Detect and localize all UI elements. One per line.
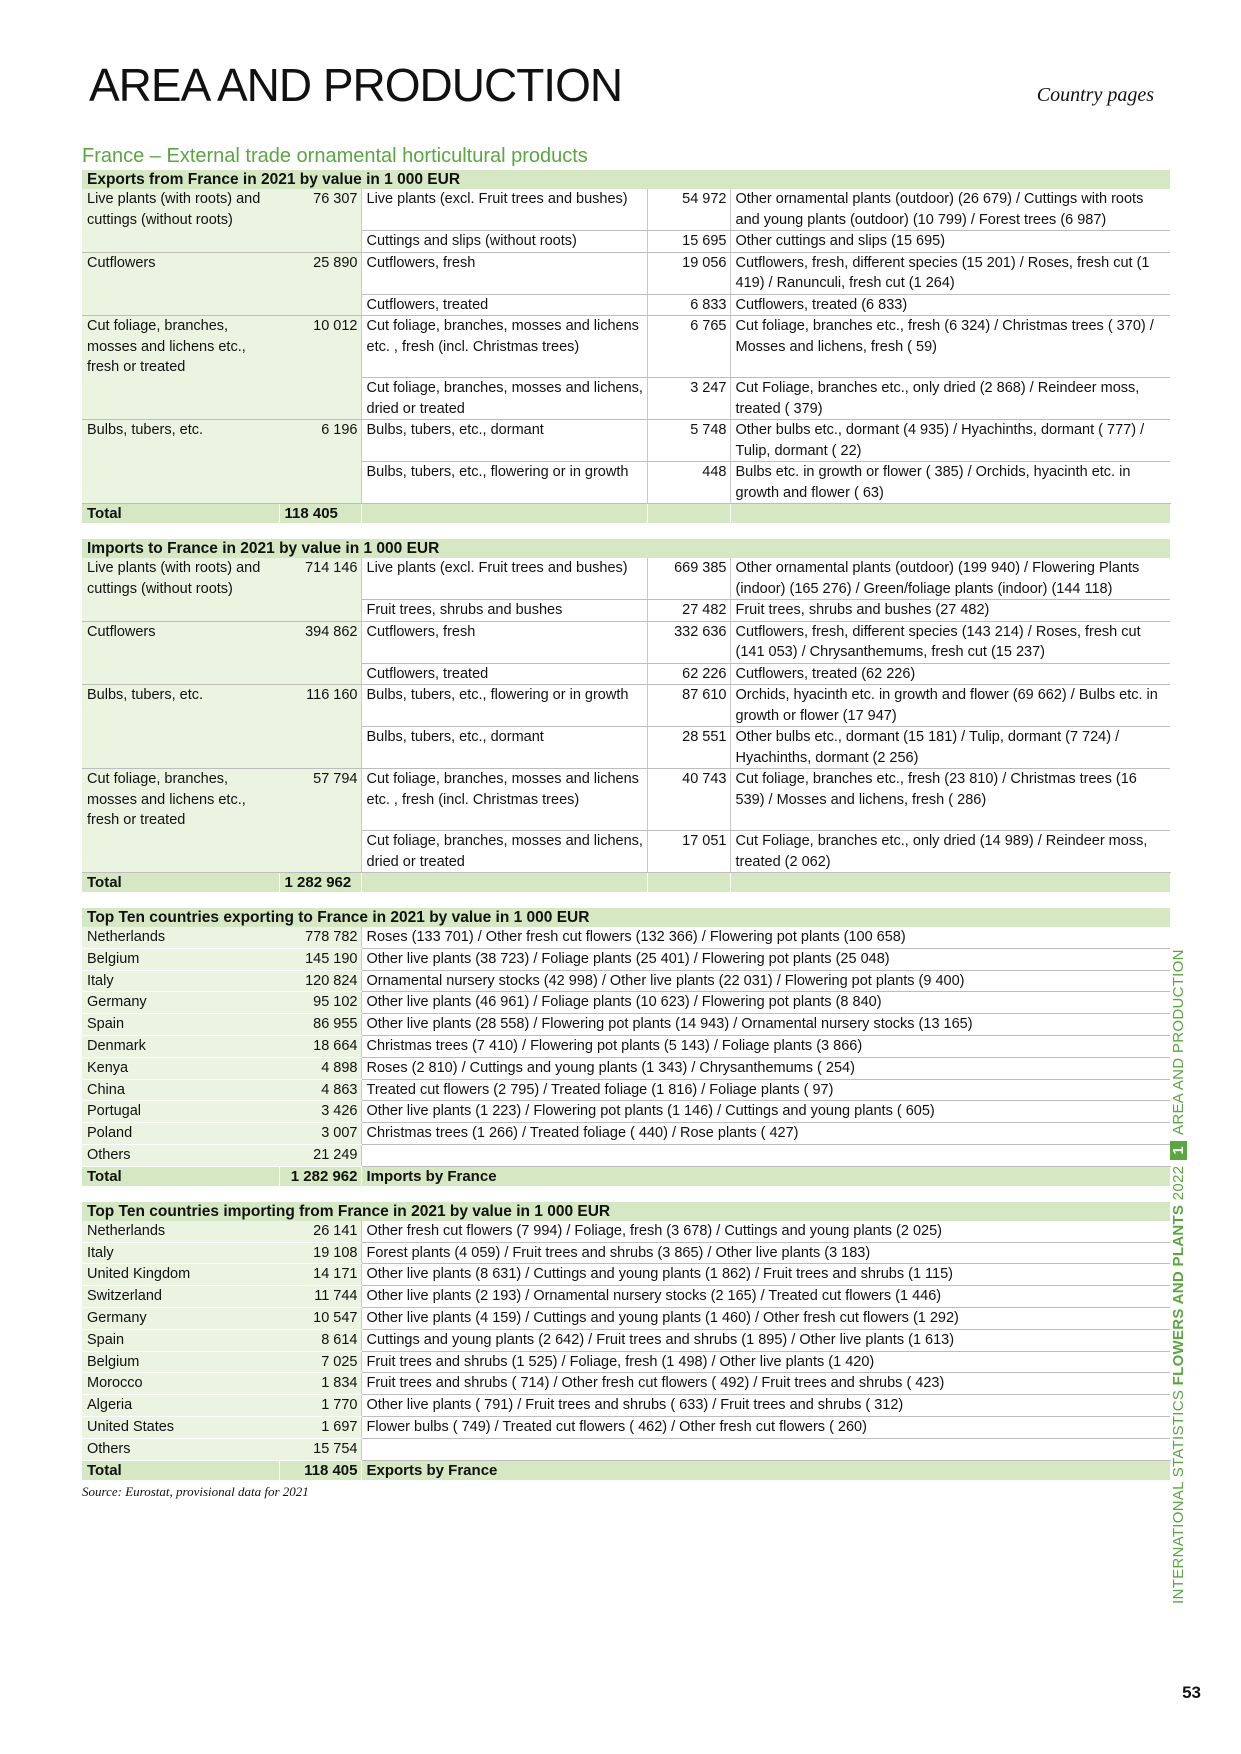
total-note: Exports by France	[361, 1460, 1170, 1480]
country-value-cell: 4 863	[279, 1079, 361, 1101]
table-row	[82, 1101, 1170, 1123]
country-cell: Spain	[82, 1329, 279, 1351]
category-value-cell: 714 146	[279, 558, 361, 600]
product-value-cell: 40 743	[647, 769, 730, 831]
category-cell: Live plants (with roots) and cuttings (without roots)	[82, 189, 279, 231]
table-row	[82, 1242, 1170, 1264]
product-value-cell: 19 056	[647, 252, 730, 294]
country-cell: Denmark	[82, 1035, 279, 1057]
category-cell: Cut foliage, branches, mosses and lichens etc., fresh or treated	[82, 316, 279, 378]
total-row	[82, 504, 1170, 524]
total-empty	[730, 873, 1170, 893]
category-value-cell	[279, 231, 361, 253]
table-row	[82, 1395, 1170, 1417]
country-cell: Others	[82, 1144, 279, 1166]
page-title: AREA AND PRODUCTION	[89, 59, 623, 111]
country-cell: Belgium	[82, 1351, 279, 1373]
country-cell: Others	[82, 1438, 279, 1460]
country-value-cell: 15 754	[279, 1438, 361, 1460]
table-row	[82, 231, 1170, 253]
total-label: Total	[82, 873, 279, 893]
detail-cell: Other ornamental plants (outdoor) (199 940) / Flowering Plants (indoor) (165 276) / Green/foliage plants (indoor) (144 118)	[730, 558, 1170, 600]
total-value: 1 282 962	[279, 1166, 361, 1186]
product-cell: Cutflowers, fresh	[361, 621, 647, 663]
products-cell: Other live plants (8 631) / Cuttings and young plants (1 862) / Fruit trees and shrubs (1 115)	[361, 1264, 1170, 1286]
category-cell: Bulbs, tubers, etc.	[82, 685, 279, 727]
country-value-cell: 1 697	[279, 1416, 361, 1438]
detail-cell: Other cuttings and slips (15 695)	[730, 231, 1170, 253]
country-cell: Belgium	[82, 948, 279, 970]
total-row	[82, 873, 1170, 893]
product-value-cell: 27 482	[647, 600, 730, 622]
products-cell: Cuttings and young plants (2 642) / Fruit trees and shrubs (1 895) / Other live plants (1 613)	[361, 1329, 1170, 1351]
detail-cell: Cut Foliage, branches etc., only dried (2 868) / Reindeer moss, treated ( 379)	[730, 378, 1170, 420]
side-suffix: AREA AND PRODUCTION	[1170, 949, 1187, 1135]
country-cell: Algeria	[82, 1395, 279, 1417]
product-cell: Bulbs, tubers, etc., flowering or in growth	[361, 462, 647, 504]
category-cell: Live plants (with roots) and cuttings (without roots)	[82, 558, 279, 600]
country-value-cell: 86 955	[279, 1014, 361, 1036]
country-value-cell: 3 426	[279, 1101, 361, 1123]
top-importing-table	[82, 1202, 1171, 1480]
table-row	[82, 927, 1170, 948]
product-value-cell: 5 748	[647, 420, 730, 462]
category-cell: Bulbs, tubers, etc.	[82, 420, 279, 462]
table-row	[82, 462, 1170, 504]
total-empty	[647, 504, 730, 524]
country-value-cell: 4 898	[279, 1057, 361, 1079]
product-cell: Cut foliage, branches, mosses and lichens, dried or treated	[361, 378, 647, 420]
products-cell: Other live plants (28 558) / Flowering pot plants (14 943) / Ornamental nursery stocks (13 165)	[361, 1014, 1170, 1036]
country-cell: Germany	[82, 1307, 279, 1329]
detail-cell: Other bulbs etc., dormant (4 935) / Hyachinths, dormant ( 777) / Tulip, dormant ( 22)	[730, 420, 1170, 462]
country-value-cell: 1 834	[279, 1373, 361, 1395]
product-value-cell: 3 247	[647, 378, 730, 420]
products-cell: Christmas trees (1 266) / Treated foliage ( 440) / Rose plants ( 427)	[361, 1123, 1170, 1145]
table-row	[82, 1057, 1170, 1079]
table-row	[82, 769, 1170, 831]
product-value-cell: 669 385	[647, 558, 730, 600]
category-value-cell	[279, 378, 361, 420]
products-cell: Other live plants (46 961) / Foliage plants (10 623) / Flowering pot plants (8 840)	[361, 992, 1170, 1014]
product-cell: Cuttings and slips (without roots)	[361, 231, 647, 253]
side-prefix: INTERNATIONAL STATISTICS	[1170, 1385, 1187, 1604]
product-value-cell: 54 972	[647, 189, 730, 231]
country-cell: United States	[82, 1416, 279, 1438]
table-row	[82, 948, 1170, 970]
product-value-cell: 17 051	[647, 831, 730, 873]
country-cell: Poland	[82, 1123, 279, 1145]
product-cell: Bulbs, tubers, etc., dormant	[361, 727, 647, 769]
detail-cell: Cutflowers, fresh, different species (15 201) / Roses, fresh cut (1 419) / Ranunculi, fresh cut (1 264)	[730, 252, 1170, 294]
exports-heading: Exports from France in 2021 by value in 1 000 EUR	[82, 170, 1170, 189]
product-cell: Bulbs, tubers, etc., flowering or in growth	[361, 685, 647, 727]
top-exporting-table	[82, 908, 1171, 1186]
section-label: Country pages	[1036, 84, 1154, 106]
product-cell: Cut foliage, branches, mosses and lichens, dried or treated	[361, 831, 647, 873]
table-row	[82, 1416, 1170, 1438]
category-value-cell: 394 862	[279, 621, 361, 663]
side-year: 2022	[1170, 1165, 1187, 1205]
product-value-cell: 448	[647, 462, 730, 504]
products-cell	[361, 1438, 1170, 1460]
chapter-badge: 1	[1170, 1141, 1187, 1160]
products-cell: Fruit trees and shrubs ( 714) / Other fresh cut flowers ( 492) / Fruit trees and shrubs ( 423)	[361, 1373, 1170, 1395]
country-value-cell: 778 782	[279, 927, 361, 948]
table-row	[82, 1079, 1170, 1101]
category-value-cell: 10 012	[279, 316, 361, 378]
detail-cell: Orchids, hyacinth etc. in growth and flower (69 662) / Bulbs etc. in growth or flower (17 947)	[730, 685, 1170, 727]
country-value-cell: 1 770	[279, 1395, 361, 1417]
total-value: 118 405	[279, 504, 361, 524]
product-value-cell: 62 226	[647, 663, 730, 685]
category-cell	[82, 462, 279, 504]
category-value-cell	[279, 294, 361, 316]
total-empty	[647, 873, 730, 893]
table-row	[82, 1373, 1170, 1395]
table-row	[82, 970, 1170, 992]
detail-cell: Other ornamental plants (outdoor) (26 679) / Cuttings with roots and young plants (outdoor) (10 799) / Forest trees (6 987)	[730, 189, 1170, 231]
table-row	[82, 420, 1170, 462]
country-cell: China	[82, 1079, 279, 1101]
country-cell: Italy	[82, 1242, 279, 1264]
category-cell	[82, 663, 279, 685]
detail-cell: Bulbs etc. in growth or flower ( 385) / Orchids, hyacinth etc. in growth and flower ( 63)	[730, 462, 1170, 504]
detail-cell: Fruit trees, shrubs and bushes (27 482)	[730, 600, 1170, 622]
country-cell: United Kingdom	[82, 1264, 279, 1286]
products-cell: Other live plants (4 159) / Cuttings and young plants (1 460) / Other fresh cut flowers (1 292)	[361, 1307, 1170, 1329]
source-note: Source: Eurostat, provisional data for 2021	[82, 1483, 309, 1499]
country-value-cell: 120 824	[279, 970, 361, 992]
country-value-cell: 3 007	[279, 1123, 361, 1145]
exports-table	[82, 170, 1171, 523]
country-value-cell: 14 171	[279, 1264, 361, 1286]
detail-cell: Cutflowers, treated (62 226)	[730, 663, 1170, 685]
table-row	[82, 831, 1170, 873]
product-value-cell: 6 833	[647, 294, 730, 316]
products-cell: Other live plants ( 791) / Fruit trees and shrubs ( 633) / Fruit trees and shrubs ( 312)	[361, 1395, 1170, 1417]
table-row	[82, 1221, 1170, 1242]
category-cell	[82, 231, 279, 253]
table-row	[82, 1144, 1170, 1166]
product-cell: Live plants (excl. Fruit trees and bushes)	[361, 558, 647, 600]
country-value-cell: 18 664	[279, 1035, 361, 1057]
table-row	[82, 663, 1170, 685]
products-cell: Other live plants (38 723) / Foliage plants (25 401) / Flowering pot plants (25 048)	[361, 948, 1170, 970]
products-cell: Christmas trees (7 410) / Flowering pot plants (5 143) / Foliage plants (3 866)	[361, 1035, 1170, 1057]
category-value-cell: 6 196	[279, 420, 361, 462]
detail-cell: Cut foliage, branches etc., fresh (6 324) / Christmas trees ( 370) / Mosses and lichens, fresh ( 59)	[730, 316, 1170, 378]
imports-heading: Imports to France in 2021 by value in 1 000 EUR	[82, 539, 1170, 558]
products-cell	[361, 1144, 1170, 1166]
table-row	[82, 316, 1170, 378]
product-value-cell: 87 610	[647, 685, 730, 727]
category-cell: Cut foliage, branches, mosses and lichens etc., fresh or treated	[82, 769, 279, 831]
products-cell: Ornamental nursery stocks (42 998) / Other live plants (22 031) / Flowering pot plants (9 400)	[361, 970, 1170, 992]
country-value-cell: 7 025	[279, 1351, 361, 1373]
products-cell: Roses (133 701) / Other fresh cut flowers (132 366) / Flowering pot plants (100 658)	[361, 927, 1170, 948]
total-value: 118 405	[279, 1460, 361, 1480]
country-cell: Switzerland	[82, 1286, 279, 1308]
total-note: Imports by France	[361, 1166, 1170, 1186]
product-value-cell: 28 551	[647, 727, 730, 769]
products-cell: Flower bulbs ( 749) / Treated cut flowers ( 462) / Other fresh cut flowers ( 260)	[361, 1416, 1170, 1438]
table-row	[82, 1014, 1170, 1036]
table-row	[82, 1035, 1170, 1057]
category-value-cell: 25 890	[279, 252, 361, 294]
detail-cell: Other bulbs etc., dormant (15 181) / Tulip, dormant (7 724) / Hyachinths, dormant (2 256)	[730, 727, 1170, 769]
total-row	[82, 1166, 1170, 1186]
country-value-cell: 8 614	[279, 1329, 361, 1351]
products-cell: Treated cut flowers (2 795) / Treated foliage (1 816) / Foliage plants ( 97)	[361, 1079, 1170, 1101]
country-value-cell: 21 249	[279, 1144, 361, 1166]
country-value-cell: 10 547	[279, 1307, 361, 1329]
country-cell: Netherlands	[82, 927, 279, 948]
total-label: Total	[82, 504, 279, 524]
table-row	[82, 1286, 1170, 1308]
category-value-cell: 57 794	[279, 769, 361, 831]
product-value-cell: 15 695	[647, 231, 730, 253]
table-row	[82, 1264, 1170, 1286]
table-row	[82, 294, 1170, 316]
country-cell: Netherlands	[82, 1221, 279, 1242]
country-value-cell: 95 102	[279, 992, 361, 1014]
category-value-cell	[279, 663, 361, 685]
country-cell: Germany	[82, 992, 279, 1014]
category-cell: Cutflowers	[82, 252, 279, 294]
total-label: Total	[82, 1166, 279, 1186]
page-number: 53	[1182, 1683, 1201, 1702]
detail-cell: Cutflowers, treated (6 833)	[730, 294, 1170, 316]
product-cell: Bulbs, tubers, etc., dormant	[361, 420, 647, 462]
total-empty	[730, 504, 1170, 524]
main-content	[82, 144, 1170, 1500]
detail-cell: Cutflowers, fresh, different species (143 214) / Roses, fresh cut (141 053) / Chrysanthemums, fresh cut (15 237)	[730, 621, 1170, 663]
table-row	[82, 189, 1170, 231]
table-row	[82, 621, 1170, 663]
category-value-cell	[279, 462, 361, 504]
product-cell: Fruit trees, shrubs and bushes	[361, 600, 647, 622]
side-running-title	[1170, 949, 1187, 1604]
products-cell: Other live plants (1 223) / Flowering pot plants (1 146) / Cuttings and young plants ( 605)	[361, 1101, 1170, 1123]
table-row	[82, 992, 1170, 1014]
category-cell	[82, 831, 279, 873]
country-cell: Morocco	[82, 1373, 279, 1395]
category-value-cell: 76 307	[279, 189, 361, 231]
total-row	[82, 1460, 1170, 1480]
category-cell: Cutflowers	[82, 621, 279, 663]
side-bold: FLOWERS AND PLANTS	[1170, 1204, 1187, 1386]
section-title: France – External trade ornamental horticultural products	[82, 145, 588, 167]
table-row	[82, 1329, 1170, 1351]
total-empty	[361, 504, 647, 524]
products-cell: Forest plants (4 059) / Fruit trees and shrubs (3 865) / Other live plants (3 183)	[361, 1242, 1170, 1264]
table-row	[82, 1123, 1170, 1145]
product-cell: Cut foliage, branches, mosses and lichens etc. , fresh (incl. Christmas trees)	[361, 769, 647, 831]
category-cell	[82, 294, 279, 316]
category-value-cell	[279, 831, 361, 873]
products-cell: Fruit trees and shrubs (1 525) / Foliage, fresh (1 498) / Other live plants (1 420)	[361, 1351, 1170, 1373]
category-cell	[82, 378, 279, 420]
table-row	[82, 685, 1170, 727]
detail-cell: Cut Foliage, branches etc., only dried (14 989) / Reindeer moss, treated (2 062)	[730, 831, 1170, 873]
product-value-cell: 332 636	[647, 621, 730, 663]
detail-cell: Cut foliage, branches etc., fresh (23 810) / Christmas trees (16 539) / Mosses and lichens, fresh ( 286)	[730, 769, 1170, 831]
top-importing-heading: Top Ten countries importing from France in 2021 by value in 1 000 EUR	[82, 1202, 1170, 1221]
table-row	[82, 378, 1170, 420]
total-value: 1 282 962	[279, 873, 361, 893]
category-value-cell: 116 160	[279, 685, 361, 727]
product-cell: Cutflowers, fresh	[361, 252, 647, 294]
country-value-cell: 19 108	[279, 1242, 361, 1264]
product-value-cell: 6 765	[647, 316, 730, 378]
category-value-cell	[279, 727, 361, 769]
products-cell: Roses (2 810) / Cuttings and young plants (1 343) / Chrysanthemums ( 254)	[361, 1057, 1170, 1079]
table-row	[82, 1307, 1170, 1329]
table-row	[82, 1438, 1170, 1460]
category-cell	[82, 727, 279, 769]
category-cell	[82, 600, 279, 622]
total-label: Total	[82, 1460, 279, 1480]
country-cell: Spain	[82, 1014, 279, 1036]
country-cell: Kenya	[82, 1057, 279, 1079]
product-cell: Cutflowers, treated	[361, 294, 647, 316]
country-cell: Italy	[82, 970, 279, 992]
top-exporting-heading: Top Ten countries exporting to France in 2021 by value in 1 000 EUR	[82, 908, 1170, 927]
country-cell: Portugal	[82, 1101, 279, 1123]
imports-table	[82, 539, 1171, 892]
table-row	[82, 1351, 1170, 1373]
products-cell: Other fresh cut flowers (7 994) / Foliage, fresh (3 678) / Cuttings and young plants (2 025)	[361, 1221, 1170, 1242]
product-cell: Cut foliage, branches, mosses and lichens etc. , fresh (incl. Christmas trees)	[361, 316, 647, 378]
table-row	[82, 727, 1170, 769]
category-value-cell	[279, 600, 361, 622]
country-value-cell: 26 141	[279, 1221, 361, 1242]
table-row	[82, 252, 1170, 294]
total-empty	[361, 873, 647, 893]
country-value-cell: 145 190	[279, 948, 361, 970]
table-row	[82, 600, 1170, 622]
country-value-cell: 11 744	[279, 1286, 361, 1308]
table-row	[82, 558, 1170, 600]
product-cell: Live plants (excl. Fruit trees and bushes)	[361, 189, 647, 231]
product-cell: Cutflowers, treated	[361, 663, 647, 685]
products-cell: Other live plants (2 193) / Ornamental nursery stocks (2 165) / Treated cut flowers (1 446)	[361, 1286, 1170, 1308]
